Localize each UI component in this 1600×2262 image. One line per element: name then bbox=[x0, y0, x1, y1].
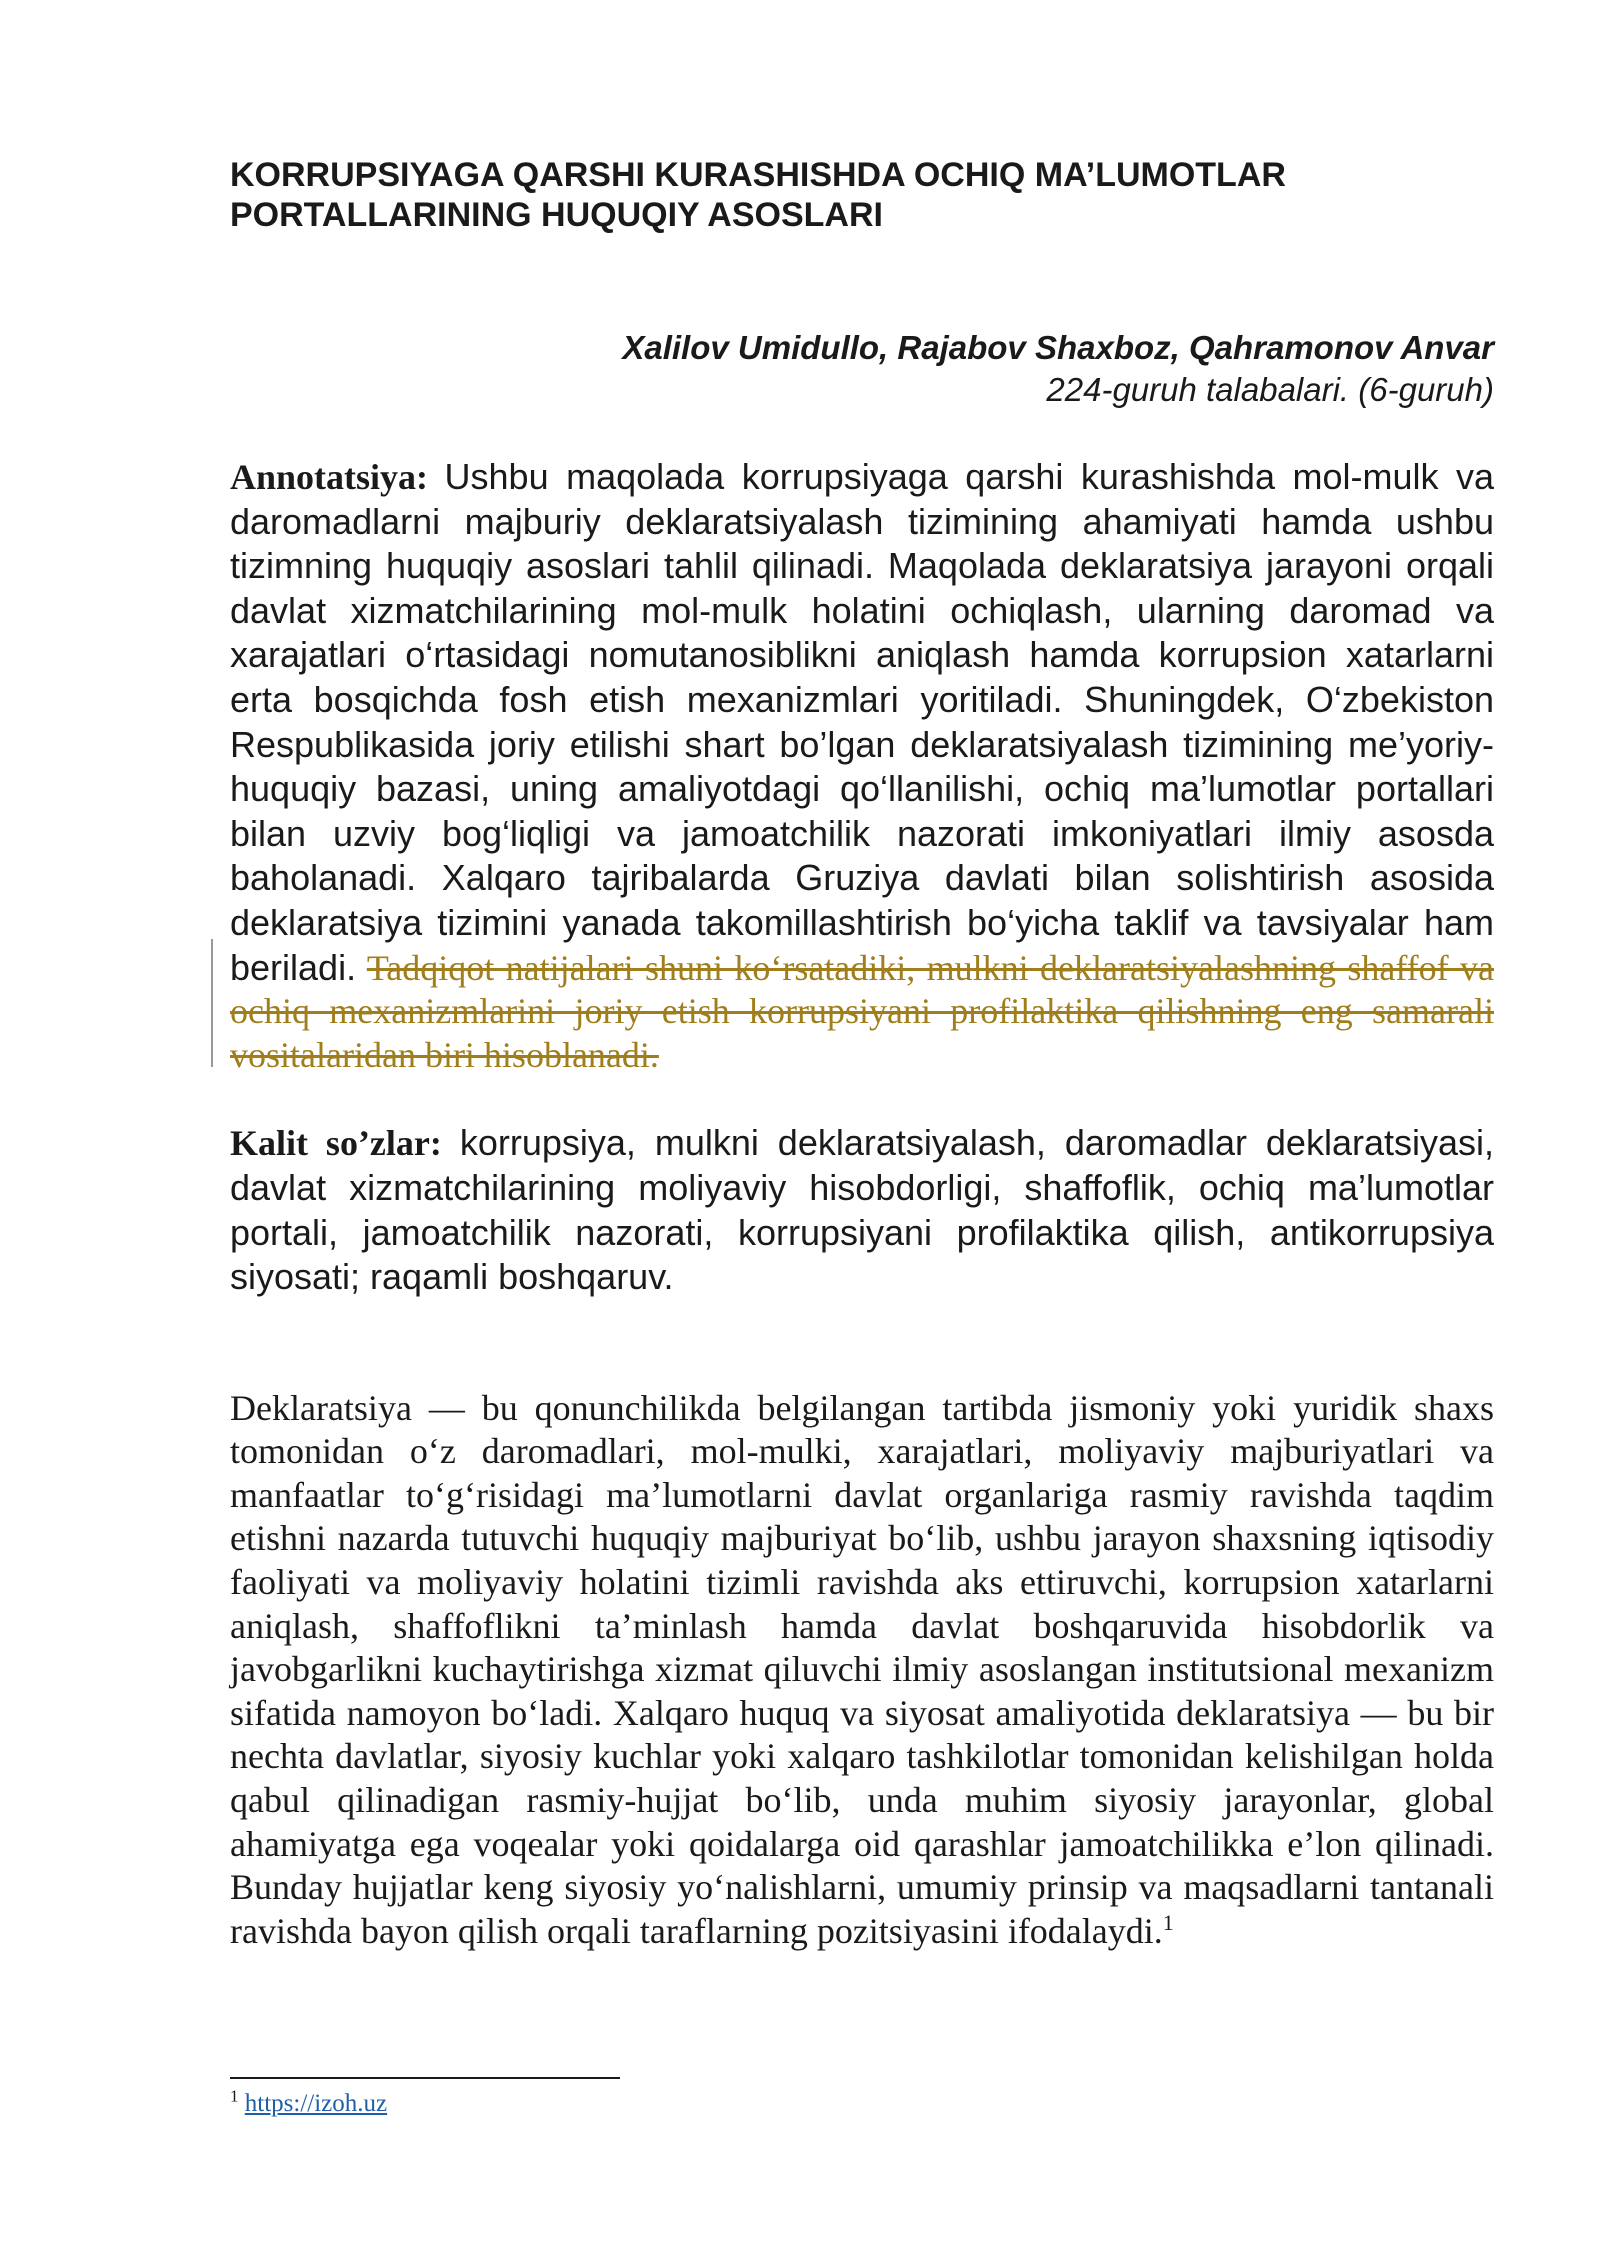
keywords-label: Kalit so’zlar: bbox=[230, 1123, 442, 1164]
author-affiliation: 224-guruh talabalari. (6-guruh) bbox=[1046, 371, 1494, 408]
abstract-text: Ushbu maqolada korrupsiyaga qarshi kurashishda mol-mulk va daromadlarni majburiy deklaratsiyalash tizimining ahamiyati hamda ushbu tizimning huquqiy asoslari tahlil qilinadi. Maqolada deklaratsiya jarayoni orqali davlat xizmatchilarining mol-mulk holatini ochiqlash, ularning daromad va xarajatlari o‘rtasidagi nomutanosiblikni aniqlash hamda korrupsion xatarlarni erta bosqichda fosh etish mexanizmlari yoritiladi. Shuningdek, O‘zbekiston Respublikasida joriy etilishi shart bo’lgan deklaratsiyalash tizimining me’yoriy-huquqiy bazasi, uning amaliyotdagi qo‘llanilishi, ochiq ma’lumotlar portallari bilan uzviy bog‘liqligi va jamoatchilik nazorati imkoniyatlari ilmiy asosda baholanadi. Xalqaro tajribalarda Gruziya davlati bilan solishtirish asosida deklaratsiya tizimini yanada takomillashtirish bo‘yicha taklif va tavsiyalar ham beriladi. bbox=[230, 456, 1495, 988]
author-block bbox=[230, 327, 1494, 411]
tracked-deletion: Tadqiqot natijalari shuni ko‘rsatadiki, mulkni deklaratsiyalashning shaffof va ochiq mexanizmlarini joriy etish korrupsiyani profilaktika qilishning eng samarali vositalaridan biri hisoblanadi. bbox=[230, 947, 1494, 1075]
footnote-number: 1 bbox=[230, 2086, 239, 2106]
keywords-text: korrupsiya, mulkni deklaratsiyalash, daromadlar deklaratsiyasi, davlat xizmatchilarining moliyaviy hisobdorligi, shaffoflik, ochiq ma’lumotlar portali, jamoatchilik nazorati, korrupsiyani profilaktika qilish, antikorrupsiya siyosati; raqamli boshqaruv. bbox=[230, 1122, 1494, 1298]
footnote-link[interactable]: https://izoh.uz bbox=[244, 2090, 388, 2117]
footnote-separator bbox=[230, 2077, 620, 2079]
change-bar bbox=[211, 939, 213, 1067]
footnote bbox=[230, 2088, 387, 2120]
footnote-reference[interactable]: 1 bbox=[1162, 1909, 1174, 1935]
keywords-paragraph bbox=[230, 1121, 1494, 1299]
author-names: Xalilov Umidullo, Rajabov Shaxboz, Qahramonov Anvar bbox=[622, 329, 1494, 366]
abstract-paragraph bbox=[230, 455, 1494, 1077]
title-line-1: KORRUPSIYAGA QARSHI KURASHISHDA OCHIQ MA’LUMOTLAR bbox=[230, 156, 1286, 194]
title-line-2: PORTALLARINING HUQUQIY ASOSLARI bbox=[230, 196, 883, 234]
page-content bbox=[230, 155, 1494, 1953]
document-title bbox=[230, 155, 1494, 235]
body-text: Deklaratsiya — bu qonunchilikda belgilangan tartibda jismoniy yoki yuridik shaxs tomonidan o‘z daromadlari, mol-mulki, xarajatlari, moliyaviy majburiyatlari va manfaatlar to‘g‘risidagi ma’lumotlarni davlat organlariga rasmiy ravishda taqdim etishni nazarda tutuvchi huquqiy majburiyat bo‘lib, ushbu jarayon shaxsning iqtisodiy faoliyati va moliyaviy holatini tizimli ravishda aks ettiruvchi, korrupsion xatarlarni aniqlash, shaffoflikni ta’minlash hamda davlat boshqaruvida hisobdorlik va javobgarlikni kuchaytirishga xizmat qiluvchi ilmiy asoslangan institutsional mexanizm sifatida namoyon bo‘ladi. Xalqaro huquq va siyosat amaliyotida deklaratsiya — bu bir nechta davlatlar, siyosiy kuchlar yoki xalqaro tashkilotlar tomonidan kelishilgan holda qabul qilinadigan rasmiy-hujjat bo‘lib, unda muhim siyosiy jarayonlar, global ahamiyatga ega voqealar yoki qoidalarga oid qarashlar jamoatchilikka e’lon qilinadi. Bunday hujjatlar keng siyosiy yo‘nalishlarni, umumiy prinsip va maqsadlarni tantanali ravishda bayon qilish orqali taraflarning pozitsiyasini ifodalaydi. bbox=[230, 1387, 1494, 1951]
body-paragraph bbox=[230, 1387, 1494, 1954]
abstract-label: Annotatsiya: bbox=[230, 457, 429, 497]
